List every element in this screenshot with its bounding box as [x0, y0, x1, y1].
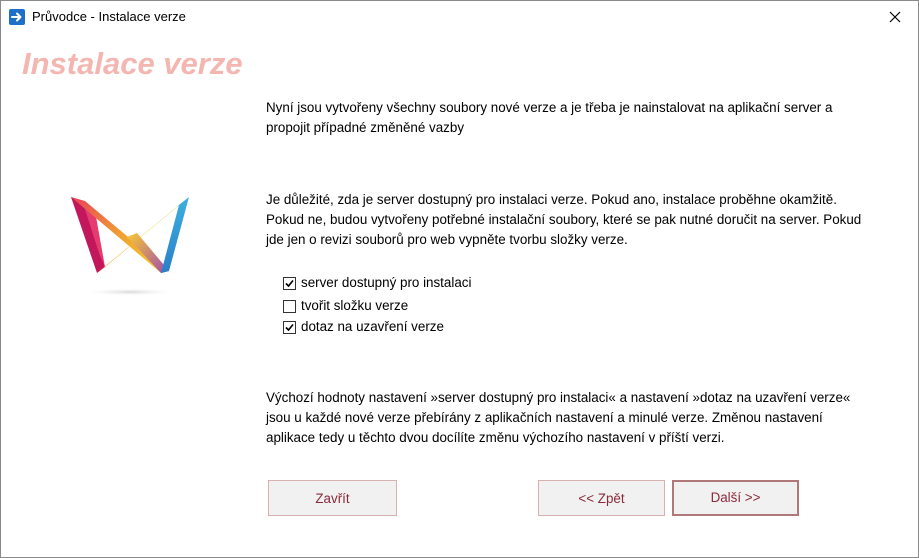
checkbox[interactable] [283, 277, 296, 290]
checkbox-label: tvořit složku verze [301, 298, 409, 313]
page-heading: Instalace verze [22, 46, 243, 81]
back-button[interactable]: << Zpět [538, 480, 665, 516]
check-icon [285, 323, 294, 332]
close-icon [889, 11, 901, 23]
window-title: Průvodce - Instalace verze [32, 9, 186, 24]
checkbox-label: server dostupný pro instalaci [301, 275, 472, 290]
info-paragraph: Je důležité, zda je server dostupný pro instalaci verze. Pokud ano, instalace proběhne okamžitě. Pokud ne, budou vytvořeny potřebné instalační soubory, které se pak nutné doručit na server. Pokud jde jen o revizi souborů pro web vypněte tvorbu složky verze. [266, 192, 862, 247]
defaults-note-paragraph: Výchozí hodnoty nastavení »server dostupný pro instalaci« a nastavení »dotaz na uzavření verze« jsou u každé nové verze přebírány z aplikačních nastavení a minulé verze. Změnou nastavení aplikace tedy u těchto dvou docílíte změnu výchozího nastavení v příští verzi. [266, 390, 851, 445]
arrow-right-icon [9, 9, 25, 25]
check-icon [285, 279, 294, 288]
close-window-button[interactable] [872, 1, 918, 33]
title-bar[interactable] [1, 1, 918, 33]
checkbox-label: dotaz na uzavření verze [301, 319, 444, 334]
w-logo [67, 193, 193, 300]
next-button[interactable]: Další >> [672, 480, 799, 516]
checkbox[interactable] [283, 321, 296, 334]
checkbox[interactable] [283, 300, 296, 313]
intro-paragraph: Nyní jsou vytvořeny všechny soubory nové verze a je třeba je nainstalovat na aplikační server a propojit případné změněné vazby [266, 100, 833, 135]
close-button[interactable]: Zavřít [268, 480, 397, 516]
